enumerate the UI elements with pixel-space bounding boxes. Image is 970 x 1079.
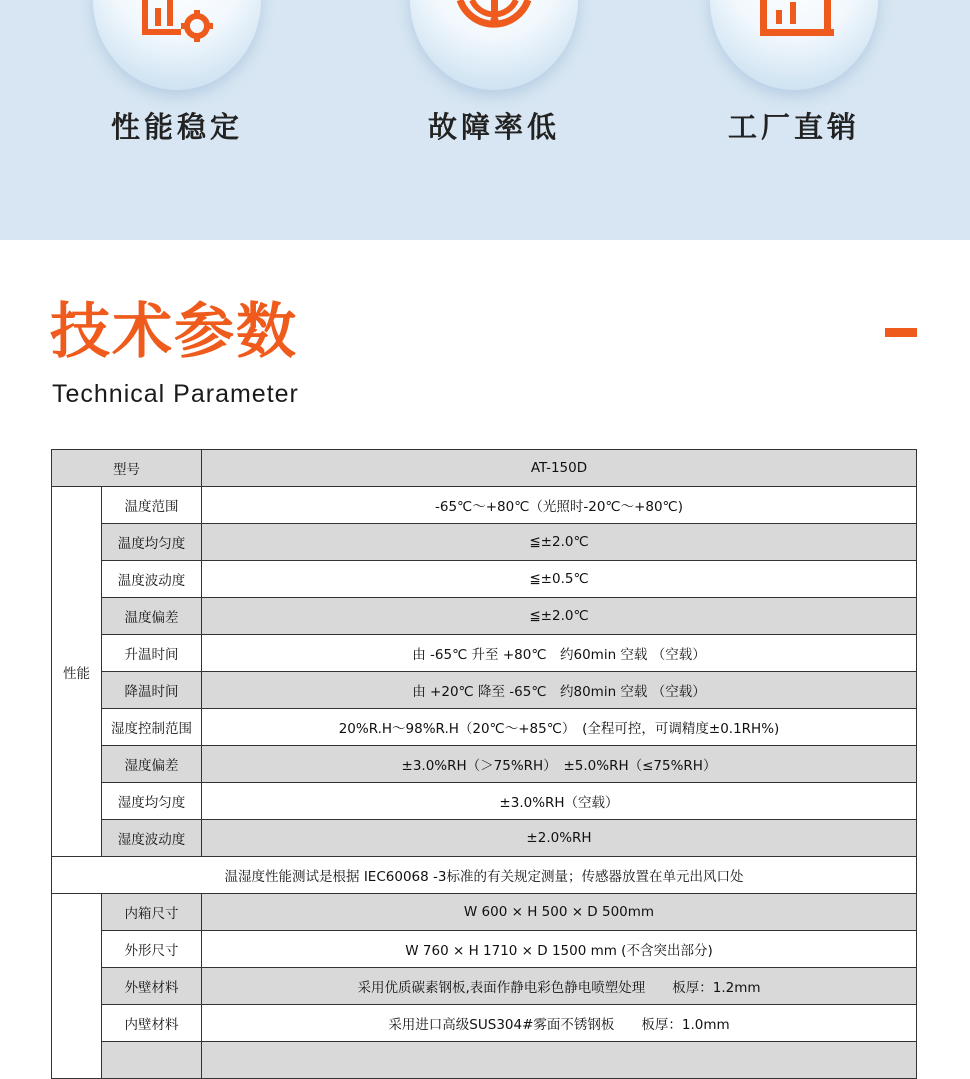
param-label: 升温时间: [102, 635, 202, 672]
param-value: [202, 1042, 917, 1079]
param-label: 外壁材料: [102, 968, 202, 1005]
table-row: [52, 450, 917, 487]
param-label: 湿度偏差: [102, 746, 202, 783]
table-row: [52, 487, 917, 524]
param-label: 内箱尺寸: [102, 894, 202, 931]
chart-gear-icon: [137, 0, 217, 42]
section-subtitle: Technical Parameter: [52, 380, 299, 408]
table-row: [52, 783, 917, 820]
param-label: [102, 1042, 202, 1079]
param-value: 由 -65℃ 升至 +80℃ 约60min 空载 （空载）: [202, 635, 917, 672]
param-value: ≦±2.0℃: [202, 524, 917, 561]
feature-label: 工厂直销: [727, 110, 860, 144]
param-label: 温度波动度: [102, 561, 202, 598]
param-label: 外形尺寸: [102, 931, 202, 968]
model-label: 型号: [52, 450, 202, 487]
table-row: [52, 857, 917, 894]
param-value: ≦±0.5℃: [202, 561, 917, 598]
param-value: 采用优质碳素钢板,表面作静电彩色静电喷塑处理 板厚：1.2mm: [202, 968, 917, 1005]
param-value: -65℃～+80℃（光照时-20℃～+80℃): [202, 487, 917, 524]
param-label: 温度范围: [102, 487, 202, 524]
spec-table: [51, 449, 917, 1079]
param-value: ±3.0%RH（空载）: [202, 783, 917, 820]
param-label: 湿度均匀度: [102, 783, 202, 820]
param-label: 降温时间: [102, 672, 202, 709]
table-row: [52, 931, 917, 968]
table-row: [52, 746, 917, 783]
features-banner: [0, 0, 970, 240]
param-label: 湿度波动度: [102, 820, 202, 857]
table-row: [52, 894, 917, 931]
table-row: [52, 1005, 917, 1042]
table-row: [52, 524, 917, 561]
feature-label: 故障率低: [427, 110, 560, 144]
param-value: ±2.0%RH: [202, 820, 917, 857]
table-row: [52, 635, 917, 672]
model-value: AT-150D: [202, 450, 917, 487]
table-row: [52, 1042, 917, 1079]
section-title: 技术参数: [50, 297, 298, 367]
feature-label: 性能稳定: [110, 110, 243, 144]
factory-icon: [754, 0, 834, 42]
param-label: 温度均匀度: [102, 524, 202, 561]
warning-circle-icon: [454, 0, 534, 42]
table-row: [52, 561, 917, 598]
param-value: 采用进口高级SUS304#雾面不锈钢板 板厚：1.0mm: [202, 1005, 917, 1042]
table-row: [52, 598, 917, 635]
param-value: W 600 × H 500 × D 500mm: [202, 894, 917, 931]
feature-bubble: [710, 0, 878, 90]
param-value: ±3.0%RH（＞75%RH） ±5.0%RH（≤75%RH）: [202, 746, 917, 783]
table-row: [52, 709, 917, 746]
param-value: 20%R.H～98%R.H（20℃～+85℃） (全程可控，可调精度±0.1RH%): [202, 709, 917, 746]
feature-bubble: [410, 0, 578, 90]
param-label: 温度偏差: [102, 598, 202, 635]
accent-dash: [885, 328, 917, 337]
param-label: 内壁材料: [102, 1005, 202, 1042]
group-label-structure: [52, 894, 102, 1079]
param-label: 湿度控制范围: [102, 709, 202, 746]
param-value: 由 +20℃ 降至 -65℃ 约80min 空载 （空载）: [202, 672, 917, 709]
feature-bubble: [93, 0, 261, 90]
group-label-performance: 性能: [52, 487, 102, 857]
table-row: [52, 672, 917, 709]
test-note: 温湿度性能测试是根据 IEC60068 -3标准的有关规定测量；传感器放置在单元出风口处: [52, 857, 917, 894]
param-value: W 760 × H 1710 × D 1500 mm (不含突出部分): [202, 931, 917, 968]
table-row: [52, 820, 917, 857]
param-value: ≦±2.0℃: [202, 598, 917, 635]
table-row: [52, 968, 917, 1005]
